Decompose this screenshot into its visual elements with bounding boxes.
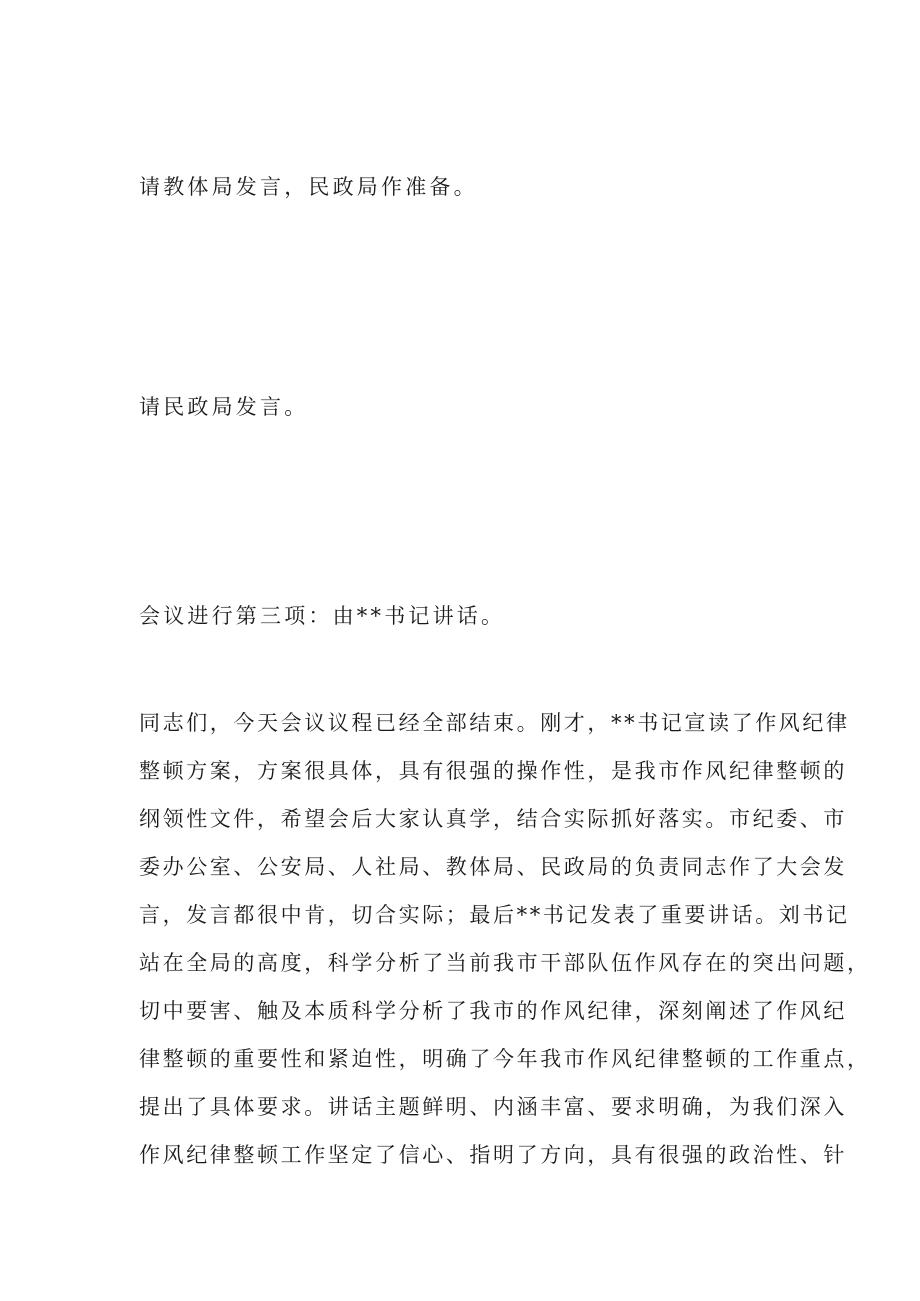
closing-paragraph-line: 整顿方案，方案很具体，具有很强的操作性，是我市作风纪律整顿的	[139, 759, 847, 783]
paragraph-invite-education-bureau: 请教体局发言，民政局作准备。	[139, 175, 478, 199]
closing-paragraph-line: 言，发言都很中肯，切合实际；最后**书记发表了重要讲话。刘书记	[139, 903, 850, 927]
closing-paragraph-line: 纲领性文件，希望会后大家认真学，结合实际抓好落实。市纪委、市	[139, 807, 847, 831]
closing-paragraph-line: 作风纪律整顿工作坚定了信心、指明了方向，具有很强的政治性、针	[139, 1143, 847, 1167]
closing-paragraph-line: 律整顿的重要性和紧迫性，明确了今年我市作风纪律整顿的工作重点，	[139, 1047, 871, 1071]
closing-paragraph-line: 站在全局的高度，科学分析了当前我市干部队伍作风存在的突出问题，	[139, 951, 871, 975]
paragraph-third-agenda-item: 会议进行第三项：由**书记讲话。	[139, 604, 506, 628]
closing-paragraph-line: 同志们，今天会议议程已经全部结束。刚才，**书记宣读了作风纪律	[139, 711, 850, 735]
paragraph-invite-civil-affairs-bureau: 请民政局发言。	[139, 395, 309, 419]
closing-paragraph-line: 提出了具体要求。讲话主题鲜明、内涵丰富、要求明确，为我们深入	[139, 1095, 847, 1119]
closing-paragraph-line: 切中要害、触及本质科学分析了我市的作风纪律，深刻阐述了作风纪	[139, 999, 847, 1023]
closing-paragraph-line: 委办公室、公安局、人社局、教体局、民政局的负责同志作了大会发	[139, 855, 847, 879]
